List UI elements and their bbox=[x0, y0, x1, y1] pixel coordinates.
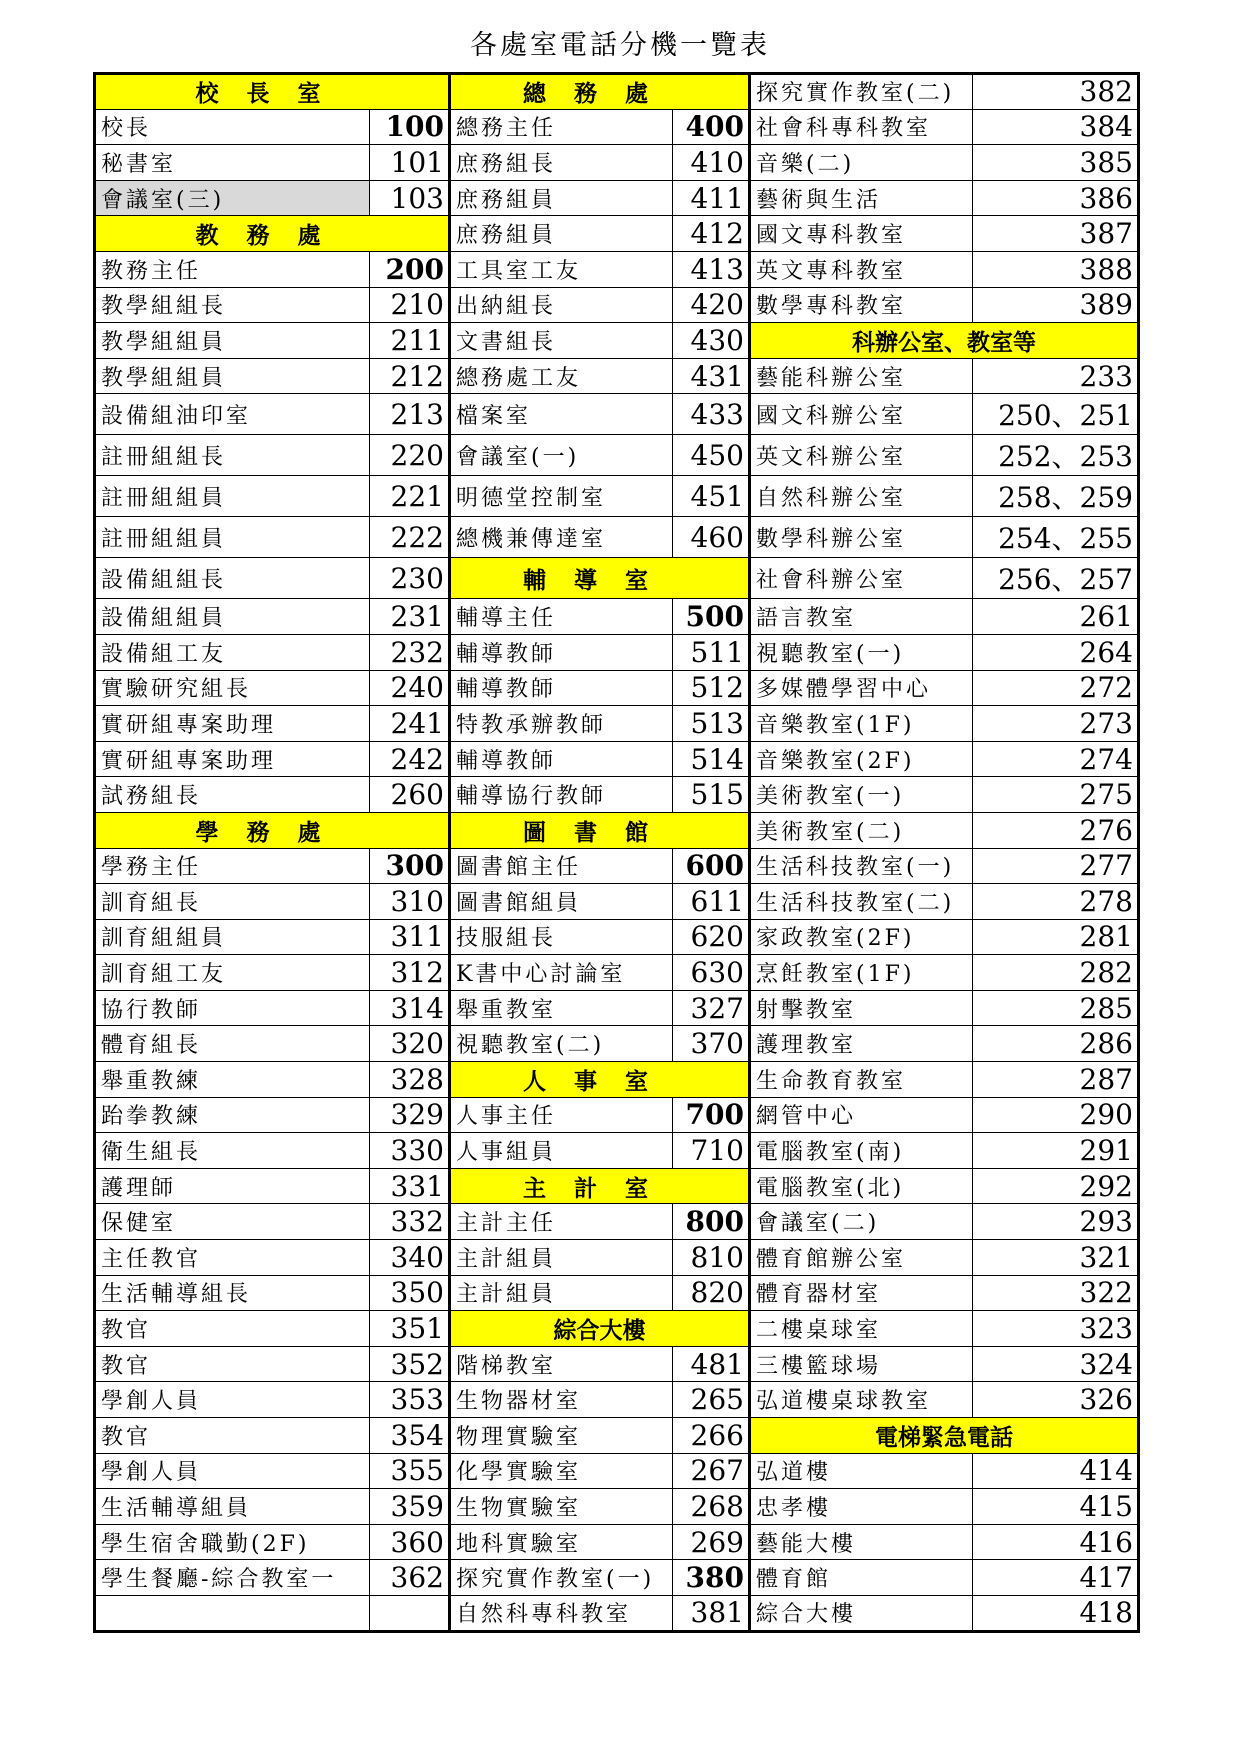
table-row bbox=[95, 884, 1139, 920]
office-name: 體育館 bbox=[750, 1560, 973, 1596]
extension-number: 340 bbox=[370, 1240, 450, 1276]
office-name: 檔案室 bbox=[450, 394, 673, 435]
extension-number: 710 bbox=[673, 1133, 750, 1169]
extension-number bbox=[370, 1595, 450, 1631]
office-name: 學創人員 bbox=[95, 1453, 370, 1489]
office-name: 設備組油印室 bbox=[95, 394, 370, 435]
table-row bbox=[95, 180, 1139, 216]
extension-number: 416 bbox=[973, 1524, 1139, 1560]
office-name: 藝能科辦公室 bbox=[750, 358, 973, 394]
extension-number: 241 bbox=[370, 706, 450, 742]
office-name: 舉重教練 bbox=[95, 1062, 370, 1098]
office-name: 設備組組長 bbox=[95, 558, 370, 599]
table-row bbox=[95, 394, 1139, 435]
extension-number: 389 bbox=[973, 287, 1139, 323]
extension-number: 314 bbox=[370, 990, 450, 1026]
extension-number: 312 bbox=[370, 955, 450, 991]
extension-number: 332 bbox=[370, 1204, 450, 1240]
office-name: 主計組員 bbox=[450, 1275, 673, 1311]
office-name: 音樂(二) bbox=[750, 145, 973, 181]
extension-number: 210 bbox=[370, 287, 450, 323]
extension-number: 352 bbox=[370, 1346, 450, 1382]
extension-number: 100 bbox=[370, 109, 450, 145]
extension-number: 327 bbox=[673, 990, 750, 1026]
table-row bbox=[95, 1097, 1139, 1133]
extension-number: 513 bbox=[673, 706, 750, 742]
office-name: 設備組組員 bbox=[95, 599, 370, 635]
table-row bbox=[95, 955, 1139, 991]
extension-number: 274 bbox=[973, 741, 1139, 777]
office-name: 訓育組工友 bbox=[95, 955, 370, 991]
table-row bbox=[95, 109, 1139, 145]
office-name: 設備組工友 bbox=[95, 634, 370, 670]
office-name: 總務處工友 bbox=[450, 358, 673, 394]
extension-number: 450 bbox=[673, 435, 750, 476]
extension-number: 611 bbox=[673, 884, 750, 920]
office-name: 技服組長 bbox=[450, 919, 673, 955]
extension-number: 500 bbox=[673, 599, 750, 635]
extension-number: 277 bbox=[973, 848, 1139, 884]
extension-number: 200 bbox=[370, 251, 450, 287]
office-name: 探究實作教室(一) bbox=[450, 1560, 673, 1596]
section-header: 圖書館 bbox=[450, 812, 750, 848]
extension-number: 323 bbox=[973, 1311, 1139, 1347]
office-name: 秘書室 bbox=[95, 145, 370, 181]
office-name: 學生餐廳-綜合教室一 bbox=[95, 1560, 370, 1596]
office-name: 庶務組長 bbox=[450, 145, 673, 181]
extension-number: 451 bbox=[673, 476, 750, 517]
office-name: 弘道樓桌球教室 bbox=[750, 1382, 973, 1418]
office-name: 出納組長 bbox=[450, 287, 673, 323]
extension-number: 414 bbox=[973, 1453, 1139, 1489]
office-name: 多媒體學習中心 bbox=[750, 670, 973, 706]
table-row bbox=[95, 1026, 1139, 1062]
section-header: 總務處 bbox=[450, 74, 750, 110]
office-name: 衛生組長 bbox=[95, 1133, 370, 1169]
extension-number: 269 bbox=[673, 1524, 750, 1560]
office-name: 訓育組長 bbox=[95, 884, 370, 920]
extension-number: 410 bbox=[673, 145, 750, 181]
office-name: 物理實驗室 bbox=[450, 1418, 673, 1454]
office-name: 圖書館主任 bbox=[450, 848, 673, 884]
extension-number: 384 bbox=[973, 109, 1139, 145]
extension-number: 310 bbox=[370, 884, 450, 920]
section-header: 學務處 bbox=[95, 812, 450, 848]
table-row bbox=[95, 919, 1139, 955]
table-row bbox=[95, 1062, 1139, 1098]
office-name: 輔導教師 bbox=[450, 634, 673, 670]
office-name: 特教承辦教師 bbox=[450, 706, 673, 742]
office-name: 社會科專科教室 bbox=[750, 109, 973, 145]
extension-number: 233 bbox=[973, 358, 1139, 394]
office-name: 數學專科教室 bbox=[750, 287, 973, 323]
extension-number: 515 bbox=[673, 777, 750, 813]
extension-number: 231 bbox=[370, 599, 450, 635]
extension-number: 211 bbox=[370, 323, 450, 359]
table-row bbox=[95, 435, 1139, 476]
table-row bbox=[95, 1489, 1139, 1525]
extension-number: 411 bbox=[673, 180, 750, 216]
office-name: 電腦教室(北) bbox=[750, 1168, 973, 1204]
office-name: 探究實作教室(二) bbox=[750, 74, 973, 110]
office-name: 教學組組長 bbox=[95, 287, 370, 323]
extension-number: 293 bbox=[973, 1204, 1139, 1240]
table-row bbox=[95, 145, 1139, 181]
table-row bbox=[95, 216, 1139, 252]
table-row bbox=[95, 1311, 1139, 1347]
office-name: 藝能大樓 bbox=[750, 1524, 973, 1560]
extension-number: 433 bbox=[673, 394, 750, 435]
section-header: 綜合大樓 bbox=[450, 1311, 750, 1347]
office-name: 自然科專科教室 bbox=[450, 1595, 673, 1631]
extension-number: 810 bbox=[673, 1240, 750, 1276]
office-name: 音樂教室(1F) bbox=[750, 706, 973, 742]
extension-number: 290 bbox=[973, 1097, 1139, 1133]
table-row bbox=[95, 1346, 1139, 1382]
extension-number: 324 bbox=[973, 1346, 1139, 1382]
extension-number: 351 bbox=[370, 1311, 450, 1347]
office-name: 生活科技教室(一) bbox=[750, 848, 973, 884]
office-name: 主計組員 bbox=[450, 1240, 673, 1276]
office-name: 輔導主任 bbox=[450, 599, 673, 635]
office-name: 視聽教室(二) bbox=[450, 1026, 673, 1062]
table-row bbox=[95, 1595, 1139, 1631]
office-name: 學生宿舍職勤(2F) bbox=[95, 1524, 370, 1560]
extension-number: 417 bbox=[973, 1560, 1139, 1596]
extension-number: 620 bbox=[673, 919, 750, 955]
extension-number: 329 bbox=[370, 1097, 450, 1133]
extension-number: 222 bbox=[370, 517, 450, 558]
extension-number: 311 bbox=[370, 919, 450, 955]
table-row bbox=[95, 1560, 1139, 1596]
table-row bbox=[95, 599, 1139, 635]
section-header: 輔導室 bbox=[450, 558, 750, 599]
extension-number: 287 bbox=[973, 1062, 1139, 1098]
office-name: 化學實驗室 bbox=[450, 1453, 673, 1489]
section-header: 電梯緊急電話 bbox=[750, 1418, 1139, 1454]
extension-number: 350 bbox=[370, 1275, 450, 1311]
extension-number: 820 bbox=[673, 1275, 750, 1311]
office-name: 註冊組組員 bbox=[95, 517, 370, 558]
office-name: 英文專科教室 bbox=[750, 251, 973, 287]
office-name: 數學科辦公室 bbox=[750, 517, 973, 558]
office-name: 護理教室 bbox=[750, 1026, 973, 1062]
office-name: 教官 bbox=[95, 1346, 370, 1382]
table-row bbox=[95, 1382, 1139, 1418]
section-header: 主計室 bbox=[450, 1168, 750, 1204]
office-name: 會議室(三) bbox=[95, 180, 370, 216]
office-name: 主計主任 bbox=[450, 1204, 673, 1240]
section-header: 人事室 bbox=[450, 1062, 750, 1098]
extension-number: 387 bbox=[973, 216, 1139, 252]
office-name: 教務主任 bbox=[95, 251, 370, 287]
office-name: 協行教師 bbox=[95, 990, 370, 1026]
extension-number: 300 bbox=[370, 848, 450, 884]
extension-number: 511 bbox=[673, 634, 750, 670]
extension-number: 254、255 bbox=[973, 517, 1139, 558]
extension-number: 355 bbox=[370, 1453, 450, 1489]
office-name: 輔導教師 bbox=[450, 741, 673, 777]
extension-number: 276 bbox=[973, 812, 1139, 848]
office-name: 學創人員 bbox=[95, 1382, 370, 1418]
extension-number: 285 bbox=[973, 990, 1139, 1026]
office-name: 烹飪教室(1F) bbox=[750, 955, 973, 991]
extension-number: 282 bbox=[973, 955, 1139, 991]
table-row bbox=[95, 1133, 1139, 1169]
office-name: 舉重教室 bbox=[450, 990, 673, 1026]
extension-number: 256、257 bbox=[973, 558, 1139, 599]
office-name: 明德堂控制室 bbox=[450, 476, 673, 517]
table-row bbox=[95, 1418, 1139, 1454]
extension-number: 275 bbox=[973, 777, 1139, 813]
table-row bbox=[95, 74, 1139, 110]
office-name: 弘道樓 bbox=[750, 1453, 973, 1489]
office-name: 文書組長 bbox=[450, 323, 673, 359]
office-name: 英文科辦公室 bbox=[750, 435, 973, 476]
table-row bbox=[95, 670, 1139, 706]
table-row bbox=[95, 1275, 1139, 1311]
office-name: 總機兼傳達室 bbox=[450, 517, 673, 558]
extension-number: 103 bbox=[370, 180, 450, 216]
extension-number: 700 bbox=[673, 1097, 750, 1133]
extension-number: 431 bbox=[673, 358, 750, 394]
office-name: 體育館辦公室 bbox=[750, 1240, 973, 1276]
extension-number: 258、259 bbox=[973, 476, 1139, 517]
table-row bbox=[95, 323, 1139, 359]
office-name: 教官 bbox=[95, 1311, 370, 1347]
office-name bbox=[95, 1595, 370, 1631]
extension-number: 232 bbox=[370, 634, 450, 670]
office-name: 電腦教室(南) bbox=[750, 1133, 973, 1169]
extension-number: 512 bbox=[673, 670, 750, 706]
office-name: 庶務組員 bbox=[450, 216, 673, 252]
office-name: 教學組組員 bbox=[95, 358, 370, 394]
extension-number: 412 bbox=[673, 216, 750, 252]
extension-number: 514 bbox=[673, 741, 750, 777]
office-name: 美術教室(二) bbox=[750, 812, 973, 848]
extension-number: 413 bbox=[673, 251, 750, 287]
extension-number: 286 bbox=[973, 1026, 1139, 1062]
extension-number: 331 bbox=[370, 1168, 450, 1204]
section-header: 教務處 bbox=[95, 216, 450, 252]
extension-number: 388 bbox=[973, 251, 1139, 287]
office-name: 藝術與生活 bbox=[750, 180, 973, 216]
extension-number: 359 bbox=[370, 1489, 450, 1525]
office-name: 網管中心 bbox=[750, 1097, 973, 1133]
office-name: 工具室工友 bbox=[450, 251, 673, 287]
extension-number: 362 bbox=[370, 1560, 450, 1596]
office-name: 生命教育教室 bbox=[750, 1062, 973, 1098]
office-name: 輔導教師 bbox=[450, 670, 673, 706]
office-name: 人事主任 bbox=[450, 1097, 673, 1133]
office-name: 人事組員 bbox=[450, 1133, 673, 1169]
section-header: 科辦公室、教室等 bbox=[750, 323, 1139, 359]
table-row bbox=[95, 777, 1139, 813]
table-row bbox=[95, 634, 1139, 670]
extension-number: 250、251 bbox=[973, 394, 1139, 435]
office-name: 庶務組員 bbox=[450, 180, 673, 216]
office-name: 試務組長 bbox=[95, 777, 370, 813]
extension-table bbox=[93, 72, 1140, 1633]
office-name: 階梯教室 bbox=[450, 1346, 673, 1382]
table-row bbox=[95, 287, 1139, 323]
extension-number: 354 bbox=[370, 1418, 450, 1454]
table-row bbox=[95, 990, 1139, 1026]
extension-number: 330 bbox=[370, 1133, 450, 1169]
table-row bbox=[95, 1240, 1139, 1276]
office-name: 會議室(一) bbox=[450, 435, 673, 476]
office-name: 音樂教室(2F) bbox=[750, 741, 973, 777]
extension-number: 370 bbox=[673, 1026, 750, 1062]
extension-number: 420 bbox=[673, 287, 750, 323]
extension-number: 213 bbox=[370, 394, 450, 435]
extension-number: 320 bbox=[370, 1026, 450, 1062]
table-row bbox=[95, 558, 1139, 599]
office-name: 註冊組組員 bbox=[95, 476, 370, 517]
extension-number: 418 bbox=[973, 1595, 1139, 1631]
office-name: 三樓籃球場 bbox=[750, 1346, 973, 1382]
office-name: 圖書館組員 bbox=[450, 884, 673, 920]
office-name: 保健室 bbox=[95, 1204, 370, 1240]
extension-number: 220 bbox=[370, 435, 450, 476]
table-row bbox=[95, 1168, 1139, 1204]
extension-number: 381 bbox=[673, 1595, 750, 1631]
page-title: 各處室電話分機一覽表 bbox=[470, 30, 770, 61]
extension-number: 281 bbox=[973, 919, 1139, 955]
office-name: 教學組組員 bbox=[95, 323, 370, 359]
office-name: 射擊教室 bbox=[750, 990, 973, 1026]
extension-number: 400 bbox=[673, 109, 750, 145]
extension-number: 267 bbox=[673, 1453, 750, 1489]
extension-number: 380 bbox=[673, 1560, 750, 1596]
office-name: 忠孝樓 bbox=[750, 1489, 973, 1525]
extension-number: 322 bbox=[973, 1275, 1139, 1311]
extension-number: 326 bbox=[973, 1382, 1139, 1418]
extension-number: 278 bbox=[973, 884, 1139, 920]
table-row bbox=[95, 848, 1139, 884]
table-row bbox=[95, 741, 1139, 777]
office-name: 地科實驗室 bbox=[450, 1524, 673, 1560]
office-name: 體育組長 bbox=[95, 1026, 370, 1062]
extension-number: 386 bbox=[973, 180, 1139, 216]
extension-number: 800 bbox=[673, 1204, 750, 1240]
extension-number: 264 bbox=[973, 634, 1139, 670]
office-name: 家政教室(2F) bbox=[750, 919, 973, 955]
office-name: 跆拳教練 bbox=[95, 1097, 370, 1133]
table-row bbox=[95, 517, 1139, 558]
extension-number: 291 bbox=[973, 1133, 1139, 1169]
extension-number: 242 bbox=[370, 741, 450, 777]
extension-number: 252、253 bbox=[973, 435, 1139, 476]
extension-number: 265 bbox=[673, 1382, 750, 1418]
table-row bbox=[95, 706, 1139, 742]
extension-number: 385 bbox=[973, 145, 1139, 181]
office-name: 註冊組組長 bbox=[95, 435, 370, 476]
table-row bbox=[95, 251, 1139, 287]
office-name: K書中心討論室 bbox=[450, 955, 673, 991]
office-name: 護理師 bbox=[95, 1168, 370, 1204]
office-name: 語言教室 bbox=[750, 599, 973, 635]
extension-number: 430 bbox=[673, 323, 750, 359]
table-row bbox=[95, 358, 1139, 394]
office-name: 實驗研究組長 bbox=[95, 670, 370, 706]
office-name: 主任教官 bbox=[95, 1240, 370, 1276]
extension-number: 273 bbox=[973, 706, 1139, 742]
office-name: 實研組專案助理 bbox=[95, 706, 370, 742]
extension-number: 460 bbox=[673, 517, 750, 558]
extension-number: 268 bbox=[673, 1489, 750, 1525]
extension-number: 101 bbox=[370, 145, 450, 181]
table-row bbox=[95, 476, 1139, 517]
office-name: 校長 bbox=[95, 109, 370, 145]
extension-number: 360 bbox=[370, 1524, 450, 1560]
extension-number: 382 bbox=[973, 74, 1139, 110]
table-row bbox=[95, 1453, 1139, 1489]
office-name: 美術教室(一) bbox=[750, 777, 973, 813]
extension-number: 266 bbox=[673, 1418, 750, 1454]
office-name: 生活輔導組員 bbox=[95, 1489, 370, 1525]
extension-number: 328 bbox=[370, 1062, 450, 1098]
office-name: 二樓桌球室 bbox=[750, 1311, 973, 1347]
extension-number: 600 bbox=[673, 848, 750, 884]
office-name: 國文專科教室 bbox=[750, 216, 973, 252]
extension-number: 353 bbox=[370, 1382, 450, 1418]
section-header: 校長室 bbox=[95, 74, 450, 110]
extension-number: 261 bbox=[973, 599, 1139, 635]
table-row bbox=[95, 812, 1139, 848]
office-name: 學務主任 bbox=[95, 848, 370, 884]
table-row bbox=[95, 1524, 1139, 1560]
office-name: 社會科辦公室 bbox=[750, 558, 973, 599]
office-name: 體育器材室 bbox=[750, 1275, 973, 1311]
extension-number: 415 bbox=[973, 1489, 1139, 1525]
extension-number: 292 bbox=[973, 1168, 1139, 1204]
office-name: 實研組專案助理 bbox=[95, 741, 370, 777]
office-name: 國文科辦公室 bbox=[750, 394, 973, 435]
extension-number: 272 bbox=[973, 670, 1139, 706]
extension-number: 481 bbox=[673, 1346, 750, 1382]
extension-number: 240 bbox=[370, 670, 450, 706]
extension-number: 260 bbox=[370, 777, 450, 813]
extension-number: 321 bbox=[973, 1240, 1139, 1276]
office-name: 總務主任 bbox=[450, 109, 673, 145]
office-name: 生活科技教室(二) bbox=[750, 884, 973, 920]
office-name: 生物器材室 bbox=[450, 1382, 673, 1418]
office-name: 會議室(二) bbox=[750, 1204, 973, 1240]
office-name: 視聽教室(一) bbox=[750, 634, 973, 670]
office-name: 綜合大樓 bbox=[750, 1595, 973, 1631]
office-name: 教官 bbox=[95, 1418, 370, 1454]
extension-number: 221 bbox=[370, 476, 450, 517]
extension-number: 212 bbox=[370, 358, 450, 394]
table-row bbox=[95, 1204, 1139, 1240]
office-name: 生物實驗室 bbox=[450, 1489, 673, 1525]
office-name: 輔導協行教師 bbox=[450, 777, 673, 813]
extension-number: 630 bbox=[673, 955, 750, 991]
office-name: 訓育組組員 bbox=[95, 919, 370, 955]
office-name: 自然科辦公室 bbox=[750, 476, 973, 517]
office-name: 生活輔導組長 bbox=[95, 1275, 370, 1311]
extension-number: 230 bbox=[370, 558, 450, 599]
